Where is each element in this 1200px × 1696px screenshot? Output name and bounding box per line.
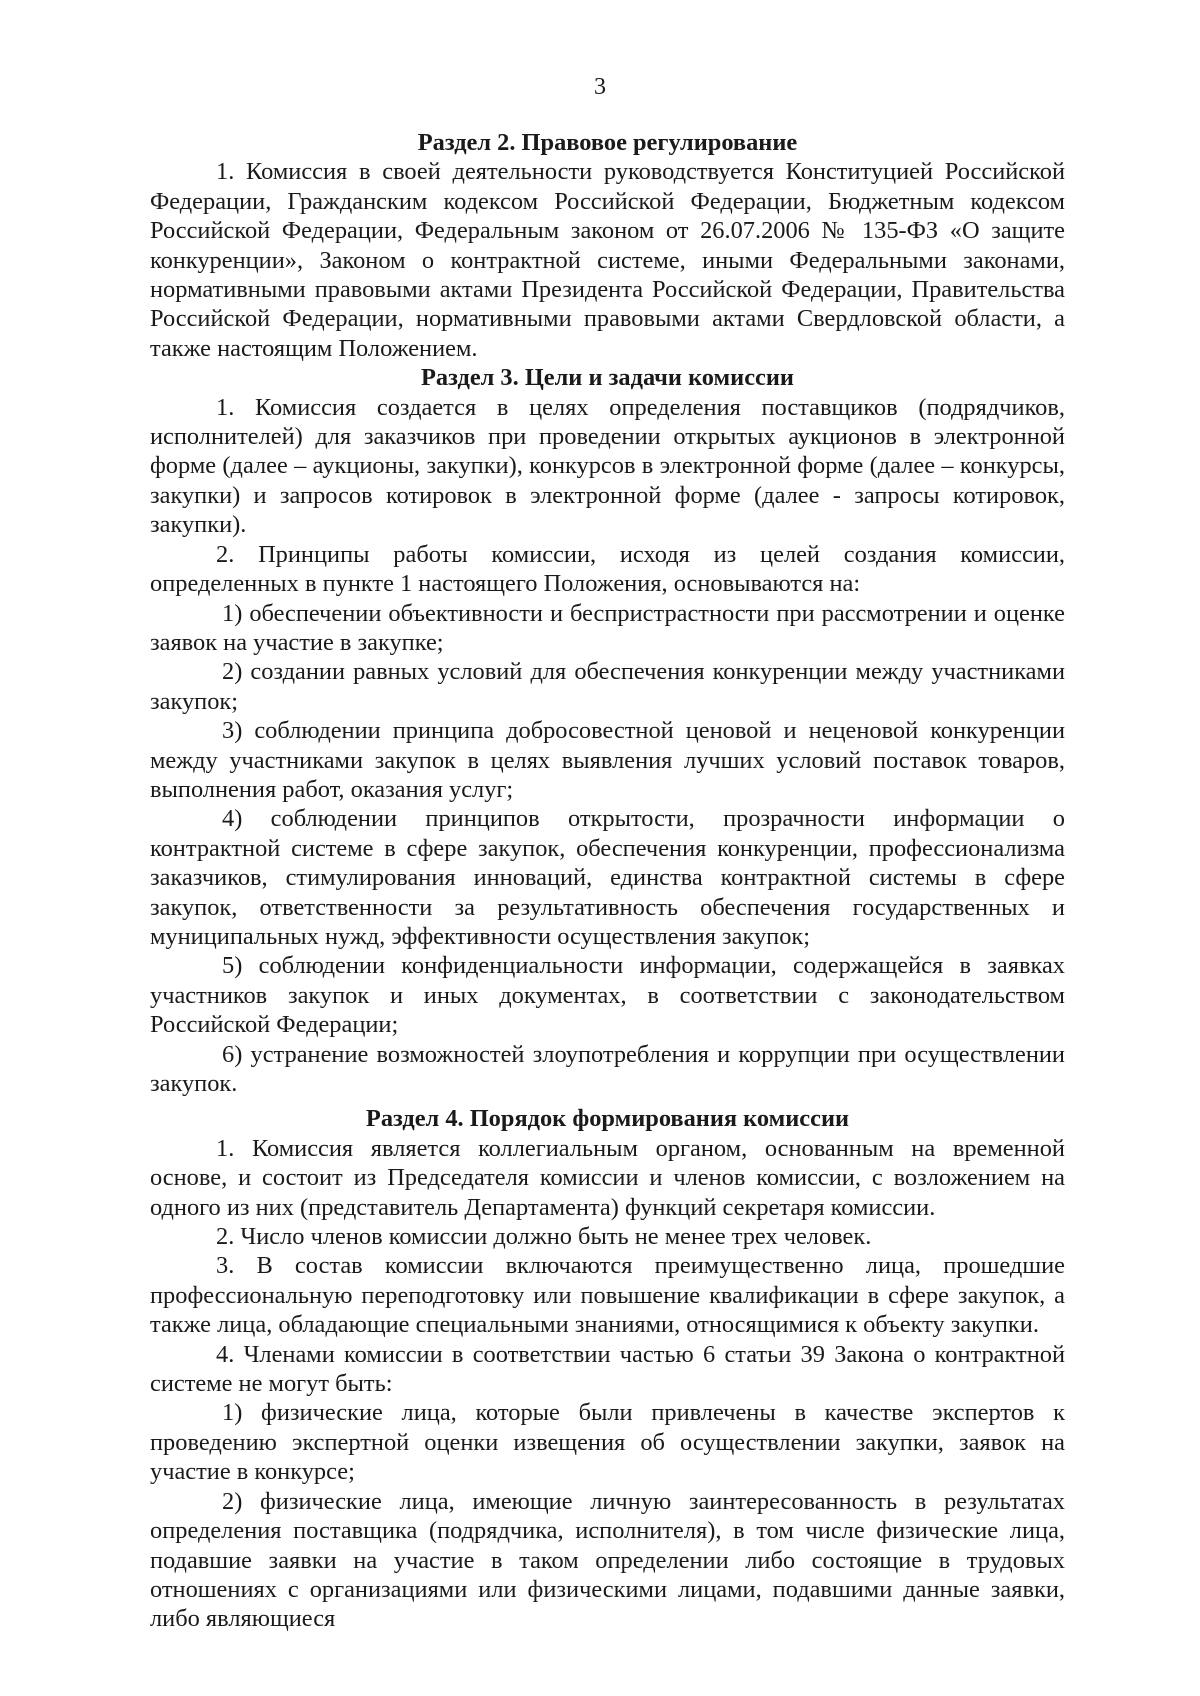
- section-4-paragraph-4: 4. Членами комиссии в соответствии частью 6 статьи 39 Закона о контрактной системе не могут быть:: [150, 1340, 1065, 1398]
- page-number: 3: [594, 74, 606, 100]
- section-4-paragraph-1: 1. Комиссия является коллегиальным органом, основанным на временной основе, и состоит из Председателя комиссии и членов комиссии, с возложением на одного из них (представитель Департамента) функций секретаря комиссии.: [150, 1134, 1065, 1221]
- section-3-paragraph-1: 1. Комиссия создается в целях определения поставщиков (подрядчиков, исполнителей) для заказчиков при проведении открытых аукционов в электронной форме (далее – аукционы, закупки), конкурсов в электронной форме (далее – конкурсы, закупки) и запросов котировок в электронной форме (далее - запросы котировок, закупки).: [150, 393, 1065, 539]
- section-3-item-1: 1) обеспечении объективности и беспристрастности при рассмотрении и оценке заявок на участие в закупке;: [150, 599, 1065, 656]
- section-4-item-2: 2) физические лица, имеющие личную заинтересованность в результатах определения поставщика (подрядчика, исполнителя), в том числе физические лица, подавшие заявки на участие в таком определении либо состоящие в трудовых отношениях с организациями или физическими лицами, подавшими данные заявки, либо являющиеся: [150, 1487, 1065, 1633]
- section-4-paragraph-3: 3. В состав комиссии включаются преимущественно лица, прошедшие профессиональную переподготовку или повышение квалификации в сфере закупок, а также лица, обладающие специальными знаниями, относящимися к объекту закупки.: [150, 1252, 1065, 1339]
- section-2-title: Раздел 2. Правовое регулирование: [417, 129, 798, 156]
- section-4-title: Раздел 4. Порядок формирования комиссии: [365, 1105, 850, 1133]
- section-4-item-1: 1) физические лица, которые были привлечены в качестве экспертов к проведению экспертной оценки извещения об осуществлении закупки, заявок на участие в конкурсе;: [150, 1399, 1065, 1486]
- section-3-item-3: 3) соблюдении принципа добросовестной ценовой и неценовой конкуренции между участниками закупок в целях выявления лучших условий поставок товаров, выполнения работ, оказания услуг;: [150, 717, 1065, 803]
- section-3-item-6: 6) устранение возможностей злоупотребления и коррупции при осуществлении закупок.: [150, 1040, 1065, 1097]
- section-3-item-2: 2) создании равных условий для обеспечения конкуренции между участниками закупок;: [150, 658, 1065, 715]
- document-body: [150, 128, 1065, 1634]
- section-3-item-4: 4) соблюдении принципов открытости, прозрачности информации о контрактной системе в сфере закупок, обеспечения конкуренции, профессионализма заказчиков, стимулирования инноваций, единства контрактной системы в сфере закупок, ответственности за результативность обеспечения государственных и муниципальных нужд, эффективности осуществления закупок;: [150, 805, 1065, 950]
- section-4-paragraph-2: 2. Число членов комиссии должно быть не менее трех человек.: [216, 1223, 872, 1251]
- section-3-paragraph-2: 2. Принципы работы комиссии, исходя из целей создания комиссии, определенных в пункте 1 настоящего Положения, основываются на:: [150, 540, 1065, 598]
- section-3-item-5: 5) соблюдении конфиденциальности информации, содержащейся в заявках участников закупок и иных документах, в соответствии с законодательством Российской Федерации;: [150, 952, 1065, 1039]
- section-3-title: Раздел 3. Цели и задачи комиссии: [421, 364, 794, 392]
- section-2-paragraph-1: 1. Комиссия в своей деятельности руководствуется Конституцией Российской Федерации, Гражданским кодексом Российской Федерации, Бюджетным кодексом Российской Федерации, Федеральным законом от 26.07.2006 № 135-ФЗ «О защите конкуренции», Законом о контрактной системе, иными Федеральными законами, нормативными правовыми актами Президента Российской Федерации, Правительства Российской Федерации, нормативными правовыми актами Свердловской области, а также настоящим Положением.: [150, 158, 1065, 362]
